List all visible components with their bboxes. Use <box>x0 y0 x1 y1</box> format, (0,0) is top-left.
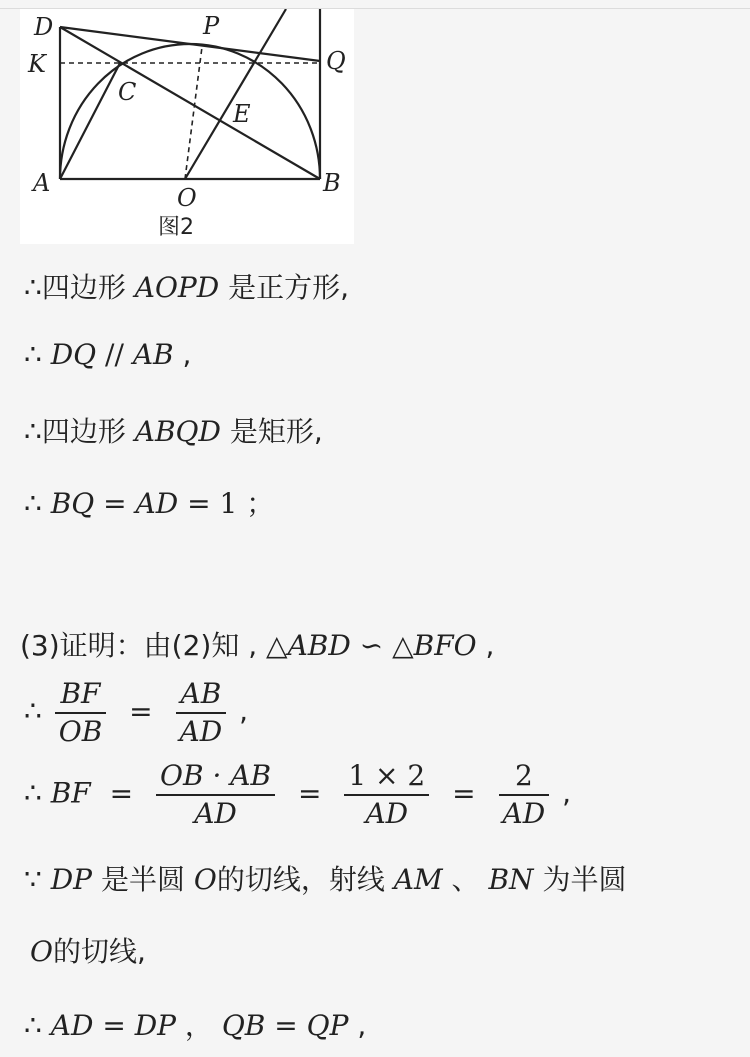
label-d: D <box>34 13 54 41</box>
equals-sign: = <box>102 1009 126 1042</box>
numerator: OB · AB <box>160 759 272 792</box>
text: 的切线, <box>52 935 146 968</box>
proof-line-7 <box>24 758 571 832</box>
fraction-ob-ab-ad <box>156 758 275 832</box>
line-ac <box>60 63 120 179</box>
because-symbol: ∵ <box>24 863 42 896</box>
text: 四边形 <box>41 271 126 304</box>
fraction-ab-ad <box>176 676 227 750</box>
label-e: E <box>233 100 251 128</box>
tangent-dq <box>60 27 320 61</box>
math-dp: DP <box>50 863 93 896</box>
label-a: A <box>33 169 51 197</box>
proof-line-2 <box>24 338 191 371</box>
math-bn: BN <box>488 863 534 896</box>
math-abqd: ABQD <box>134 415 221 448</box>
dashed-op <box>185 47 202 179</box>
denominator: AD <box>179 715 223 748</box>
math-qb: QB <box>221 1009 266 1042</box>
text: , <box>357 1009 367 1042</box>
proof-line-10 <box>24 1004 366 1044</box>
geometry-figure <box>20 9 354 244</box>
math-bf: BF <box>50 776 91 810</box>
math-triangle-bfo: △BFO <box>392 629 477 662</box>
label-c: C <box>118 78 137 106</box>
label-q: Q <box>326 47 346 75</box>
equals-sign: = <box>109 776 134 810</box>
math-o: O <box>193 863 217 896</box>
text: ； <box>246 487 275 520</box>
denominator: OB <box>58 715 103 748</box>
text: , <box>485 629 495 662</box>
text: , <box>182 338 192 371</box>
therefore-symbol: ∴ <box>24 415 42 448</box>
equals-sign: = <box>274 1009 298 1042</box>
proof-line-3 <box>24 410 323 450</box>
therefore-symbol: ∴ <box>24 694 42 728</box>
numerator: 2 <box>514 759 533 792</box>
text: , <box>562 776 571 810</box>
fraction-2-ad <box>499 758 550 832</box>
label-p: P <box>203 12 220 40</box>
math-triangle-abd: △ABD <box>266 629 351 662</box>
text: (3)证明：由(2)知 , <box>20 629 258 662</box>
text: 四边形 <box>41 415 126 448</box>
math-dp: DP <box>134 1009 176 1042</box>
math-aopd: AOPD <box>134 271 220 304</box>
equals-sign: = <box>187 487 211 520</box>
proof-line-9 <box>30 930 146 970</box>
math-bq: BQ <box>50 487 95 520</box>
therefore-symbol: ∴ <box>24 271 42 304</box>
equals-sign: = <box>452 776 476 810</box>
text: , <box>239 694 249 728</box>
proof-line-5 <box>20 624 494 664</box>
math-am: AM <box>393 863 443 896</box>
math-o: O <box>30 935 53 968</box>
ray-oe <box>185 9 286 179</box>
fraction-bf-ob <box>55 676 107 750</box>
therefore-symbol: ∴ <box>24 338 42 371</box>
text: 是正方形, <box>228 271 350 304</box>
fraction-1x2-ad <box>344 758 429 832</box>
label-b: B <box>323 169 341 197</box>
label-o: O <box>177 184 197 212</box>
numerator: 1 × 2 <box>348 759 426 792</box>
numerator: BF <box>60 677 101 710</box>
equals-sign: = <box>129 694 153 728</box>
denominator: AD <box>194 797 237 830</box>
semicircle-o <box>60 44 320 179</box>
figure-svg <box>20 9 354 244</box>
similar-symbol: ∽ <box>359 629 384 662</box>
denominator: AD <box>365 797 409 830</box>
math-ad: AD <box>135 487 179 520</box>
proof-line-6 <box>24 676 248 750</box>
therefore-symbol: ∴ <box>24 776 42 810</box>
number-one: 1 <box>219 487 238 520</box>
math-qp: QP <box>306 1009 349 1042</box>
parallel-symbol: // <box>105 338 124 371</box>
math-ab: AB <box>132 338 174 371</box>
text: 是矩形, <box>229 415 323 448</box>
proof-line-1 <box>24 266 349 306</box>
text: 是半圆 <box>100 863 185 896</box>
text: 为半圆 <box>542 863 627 896</box>
label-k: K <box>28 50 46 78</box>
proof-line-8 <box>24 858 626 898</box>
text: ， <box>184 1009 213 1042</box>
equals-sign: = <box>297 776 322 810</box>
therefore-symbol: ∴ <box>24 1009 42 1042</box>
numerator: AB <box>180 677 222 710</box>
therefore-symbol: ∴ <box>24 487 42 520</box>
denominator: AD <box>502 797 546 830</box>
math-dq: DQ <box>50 338 97 371</box>
equals-sign: = <box>103 487 127 520</box>
text: 、 <box>451 863 480 896</box>
math-ad: AD <box>50 1009 94 1042</box>
text: 的切线，射线 <box>216 863 385 896</box>
proof-line-4 <box>24 482 274 522</box>
figure-caption: 图2 <box>158 215 194 240</box>
